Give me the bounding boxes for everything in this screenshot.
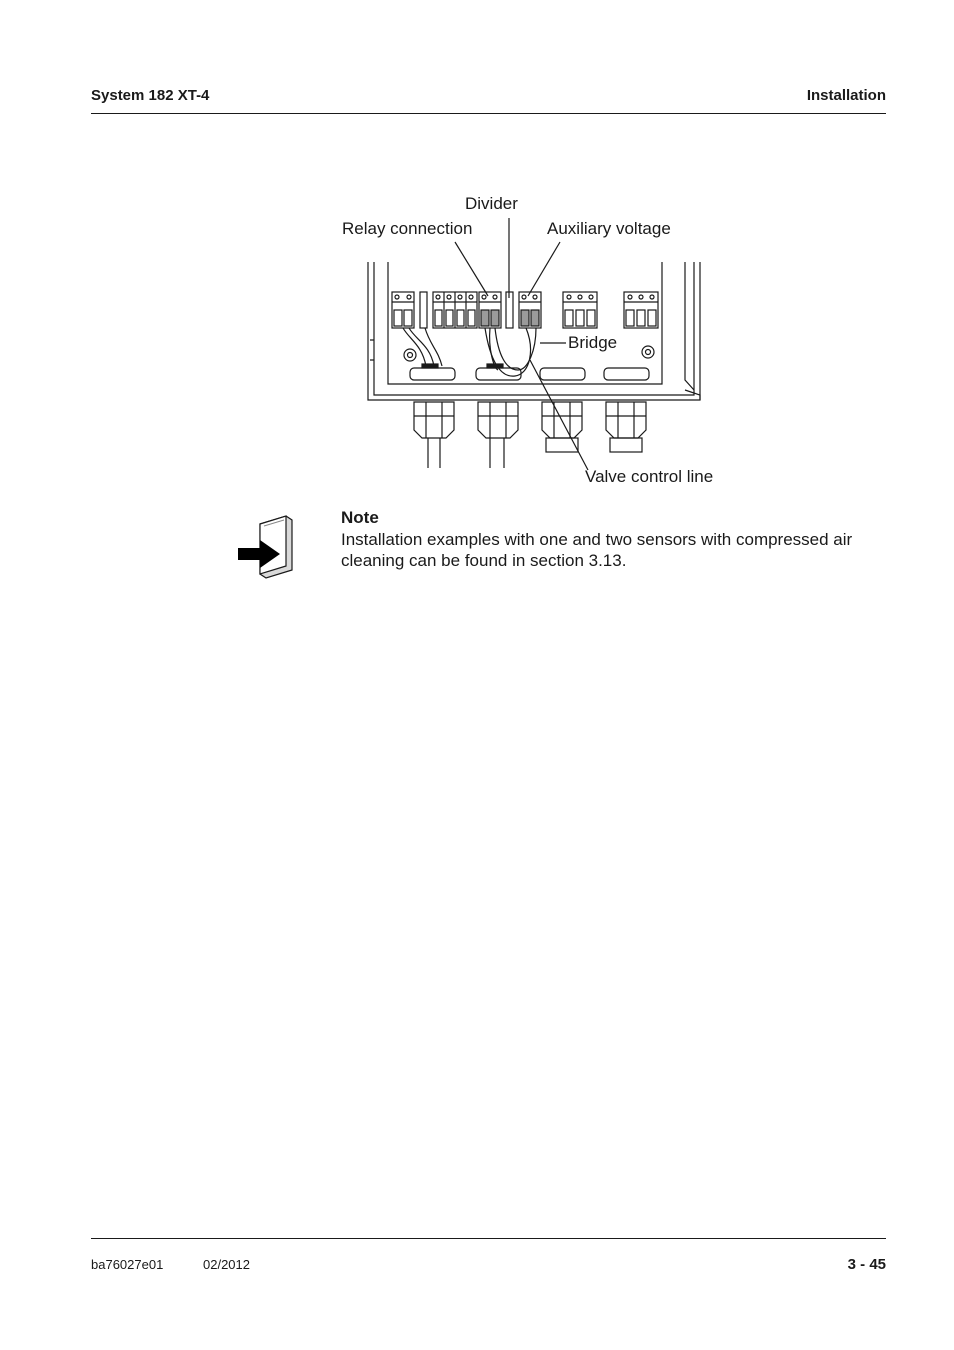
- label-valve-control-line: Valve control line: [585, 467, 714, 486]
- terminal-wiring-figure: [330, 190, 730, 490]
- label-relay-connection: Relay connection: [342, 219, 473, 238]
- running-header-title: System 182 XT-4: [91, 87, 210, 104]
- label-bridge: Bridge: [568, 333, 618, 352]
- running-header-section: Installation: [806, 87, 886, 104]
- label-auxiliary-voltage: Auxiliary voltage: [547, 219, 671, 238]
- note-text: Installation examples with one and two sensors with compressed air cleaning can be found in section 3.13.: [341, 530, 853, 570]
- footer-divider: [91, 1238, 886, 1239]
- label-divider: Divider: [465, 194, 518, 213]
- manual-reference-icon: [236, 514, 298, 580]
- page-number: 3 - 45: [847, 1256, 886, 1273]
- note-title: Note: [341, 508, 379, 527]
- header-divider: [91, 113, 886, 114]
- footer-document-id: ba76027e01: [91, 1257, 164, 1272]
- footer-date: 02/2012: [203, 1257, 250, 1272]
